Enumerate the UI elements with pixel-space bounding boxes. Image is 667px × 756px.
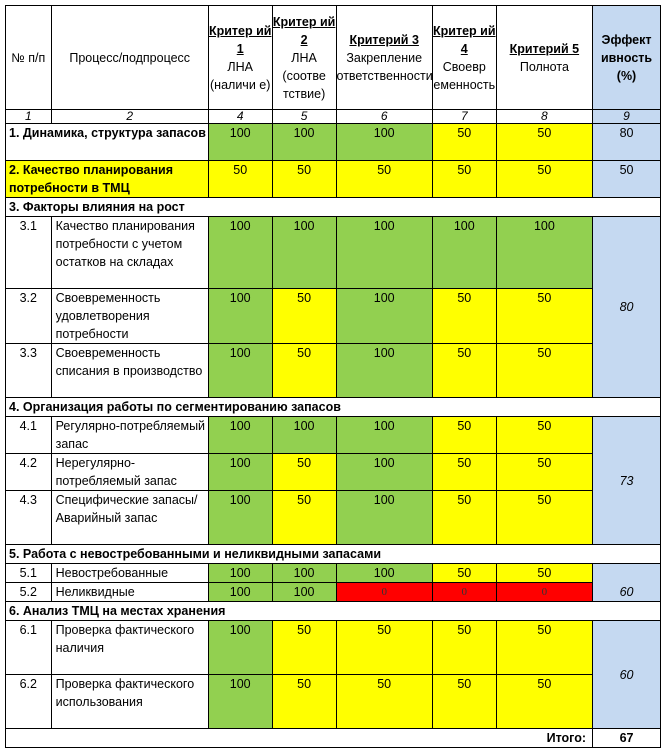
index-cell: 5: [272, 110, 336, 124]
section-2-row: [6, 161, 661, 198]
value-cell: 100: [336, 491, 432, 545]
section-3-title: 3. Факторы влияния на рост: [6, 198, 661, 217]
row-name: Проверка фактического использования: [51, 675, 208, 729]
value-cell: 50: [496, 454, 592, 491]
value-cell: 100: [336, 124, 432, 161]
value-cell: 50: [432, 417, 496, 454]
crit2-sub: ЛНА (соотве тствие): [282, 50, 326, 101]
value-cell: 100: [208, 491, 272, 545]
header-row: [6, 6, 661, 110]
value-cell: 100: [208, 289, 272, 344]
table-row: [6, 675, 661, 729]
header-crit2: [272, 6, 336, 110]
value-cell: 50: [496, 124, 592, 161]
value-cell: 100: [208, 124, 272, 161]
value-cell: 50: [432, 161, 496, 198]
value-cell: 100: [208, 675, 272, 729]
value-cell: 50: [272, 454, 336, 491]
value-cell: 0: [336, 583, 432, 602]
section-5-title: 5. Работа с невостребованными и неликвидными запасами: [6, 545, 661, 564]
value-cell: 50: [336, 161, 432, 198]
value-cell: 100: [272, 564, 336, 583]
section-1-title: 1. Динамика, структура запасов: [6, 124, 209, 161]
header-crit4: [432, 6, 496, 110]
row-name: Качество планирования потребности с учетом остатков на складах: [51, 217, 208, 289]
value-cell: 100: [336, 564, 432, 583]
section-4-header: [6, 398, 661, 417]
section-6-header: [6, 602, 661, 621]
value-cell: 50: [336, 621, 432, 675]
row-num: 3.2: [6, 289, 52, 344]
row-name: Регулярно-потребляемый запас: [51, 417, 208, 454]
section-5-header: [6, 545, 661, 564]
value-cell: 0: [432, 583, 496, 602]
index-cell: 7: [432, 110, 496, 124]
value-cell: 50: [272, 491, 336, 545]
total-label: Итого:: [6, 729, 593, 748]
index-cell: 9: [593, 110, 661, 124]
row-name: Нерегулярно-потребляемый запас: [51, 454, 208, 491]
table-row: [6, 583, 661, 602]
value-cell: 100: [336, 417, 432, 454]
row-name: Своевременность удовлетворения потребности: [51, 289, 208, 344]
index-cell: 2: [51, 110, 208, 124]
table-row: [6, 417, 661, 454]
crit2-title: Критер ий 2: [272, 14, 336, 47]
section-1-row: [6, 124, 661, 161]
table-row: [6, 344, 661, 398]
table-row: [6, 217, 661, 289]
table-row: [6, 564, 661, 583]
row-num: 4.1: [6, 417, 52, 454]
index-cell: 4: [208, 110, 272, 124]
row-num: 5.1: [6, 564, 52, 583]
section-1-eff: 80: [593, 124, 661, 161]
row-num: 4.3: [6, 491, 52, 545]
crit3-title: Критерий 3: [349, 32, 419, 47]
value-cell: 100: [208, 621, 272, 675]
value-cell: 50: [272, 675, 336, 729]
crit4-title: Критер ий 4: [433, 23, 496, 56]
value-cell: 100: [336, 217, 432, 289]
section-2-eff: 50: [593, 161, 661, 198]
value-cell: 50: [432, 675, 496, 729]
section-6-title: 6. Анализ ТМЦ на местах хранения: [6, 602, 661, 621]
value-cell: 50: [272, 161, 336, 198]
section-4-eff: 73: [593, 417, 661, 545]
row-num: 5.2: [6, 583, 52, 602]
value-cell: 50: [496, 289, 592, 344]
row-name: Своевременность списания в производство: [51, 344, 208, 398]
value-cell: 50: [432, 621, 496, 675]
section-3-header: [6, 198, 661, 217]
header-crit3: [336, 6, 432, 110]
header-crit5: [496, 6, 592, 110]
section-5-eff: 60: [593, 564, 661, 602]
value-cell: 50: [496, 621, 592, 675]
value-cell: 100: [336, 344, 432, 398]
row-name: Неликвидные: [51, 583, 208, 602]
value-cell: 100: [272, 417, 336, 454]
value-cell: 50: [496, 564, 592, 583]
value-cell: 100: [208, 583, 272, 602]
value-cell: 0: [496, 583, 592, 602]
value-cell: 100: [432, 217, 496, 289]
value-cell: 50: [432, 564, 496, 583]
section-3-eff: 80: [593, 217, 661, 398]
value-cell: 50: [432, 124, 496, 161]
value-cell: 50: [496, 675, 592, 729]
header-eff: Эффект ивность (%): [593, 6, 661, 110]
section-4-title: 4. Организация работы по сегментированию запасов: [6, 398, 661, 417]
row-num: 6.1: [6, 621, 52, 675]
value-cell: 50: [432, 289, 496, 344]
evaluation-table: [5, 5, 661, 748]
value-cell: 50: [272, 289, 336, 344]
value-cell: 100: [208, 454, 272, 491]
value-cell: 50: [496, 161, 592, 198]
row-num: 6.2: [6, 675, 52, 729]
index-cell: 6: [336, 110, 432, 124]
section-6-eff: 60: [593, 621, 661, 729]
row-num: 3.1: [6, 217, 52, 289]
index-cell: 8: [496, 110, 592, 124]
value-cell: 50: [272, 621, 336, 675]
value-cell: 50: [496, 344, 592, 398]
value-cell: 100: [208, 564, 272, 583]
value-cell: 50: [272, 344, 336, 398]
crit5-title: Критерий 5: [509, 41, 580, 56]
row-name: Невостребованные: [51, 564, 208, 583]
row-num: 4.2: [6, 454, 52, 491]
value-cell: 100: [208, 217, 272, 289]
value-cell: 50: [496, 491, 592, 545]
table-row: [6, 289, 661, 344]
header-process: Процесс/подпроцесс: [51, 6, 208, 110]
crit1-sub: ЛНА (наличи е): [210, 59, 271, 92]
section-2-title: 2. Качество планирования потребности в ТМЦ: [6, 161, 209, 198]
value-cell: 50: [432, 344, 496, 398]
value-cell: 50: [336, 675, 432, 729]
crit4-sub: Своевр еменность: [433, 59, 496, 92]
value-cell: 100: [336, 289, 432, 344]
table-row: [6, 454, 661, 491]
total-row: [6, 729, 661, 748]
index-cell: 1: [6, 110, 52, 124]
table-row: [6, 621, 661, 675]
header-num: № п/п: [6, 6, 52, 110]
row-name: Проверка фактического наличия: [51, 621, 208, 675]
crit1-title: Критер ий 1: [208, 23, 272, 56]
crit3-sub: Закрепление ответственности: [336, 50, 433, 83]
value-cell: 50: [432, 491, 496, 545]
row-num: 3.3: [6, 344, 52, 398]
header-crit1: [208, 6, 272, 110]
index-row: [6, 110, 661, 124]
value-cell: 50: [432, 454, 496, 491]
value-cell: 50: [208, 161, 272, 198]
value-cell: 100: [208, 344, 272, 398]
value-cell: 100: [272, 124, 336, 161]
value-cell: 100: [208, 417, 272, 454]
row-name: Специфические запасы/ Аварийный запас: [51, 491, 208, 545]
value-cell: 50: [496, 417, 592, 454]
value-cell: 100: [336, 454, 432, 491]
value-cell: 100: [496, 217, 592, 289]
value-cell: 100: [272, 217, 336, 289]
table-row: [6, 491, 661, 545]
value-cell: 100: [272, 583, 336, 602]
crit5-sub: Полнота: [519, 59, 569, 74]
total-value: 67: [593, 729, 661, 748]
